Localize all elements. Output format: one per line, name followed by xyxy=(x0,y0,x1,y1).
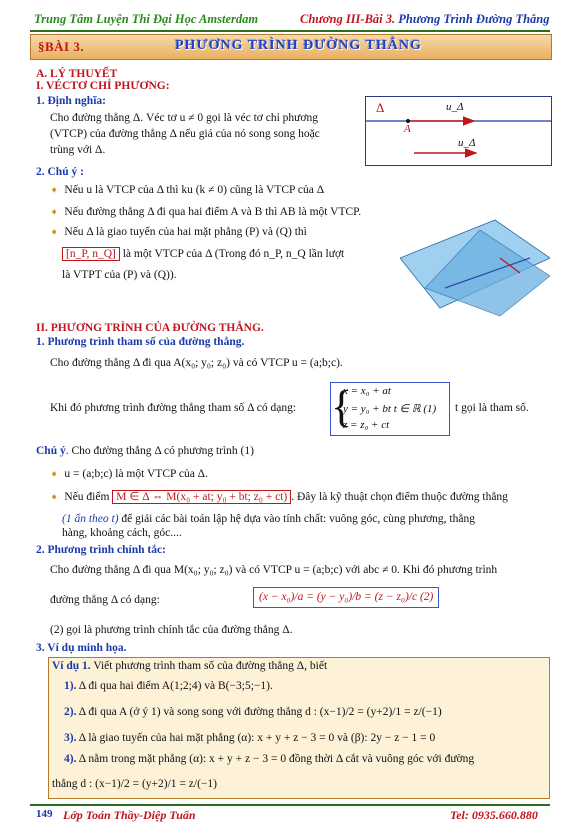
example-tag: Ví dụ 1. xyxy=(52,660,91,672)
lesson-title: PHƯƠNG TRÌNH ĐƯỜNG THẲNG xyxy=(175,38,422,53)
label-delta: Δ xyxy=(376,100,385,115)
note-item-1: ➧ Nếu u là VTCP của Δ thì ku (k ≠ 0) cũng là VTCP của Δ xyxy=(50,184,325,196)
parametric-line-1: Cho đường thẳng Δ đi qua A(x₀; y₀; z₀) và có VTCP u = (a;b;c). xyxy=(50,357,343,369)
note-item-3: ➧ Nếu Δ là giao tuyến của hai mặt phẳng (P) và (Q) thì xyxy=(50,226,307,238)
label-point-a: A xyxy=(404,123,411,135)
section-a-heading: A. LÝ THUYẾT xyxy=(36,68,118,80)
example-intro: Ví dụ 1. Viết phương trình tham số của đường thẳng Δ, biết xyxy=(52,660,328,672)
bullet-icon: ➧ xyxy=(50,227,59,238)
bullet-icon: ➧ xyxy=(50,185,59,196)
remark-item-2-line-2: (1 ẩn theo t) để giải các bài toán lập hệ dựa vào tính chất: vuông góc, cùng phương, thẳng xyxy=(62,513,475,525)
canonical-line-1: Cho đường thẳng Δ đi qua M(x₀; y₀; z₀) và có VTCP u = (a;b;c) với abc ≠ 0. Khi đó phương trình xyxy=(50,564,498,576)
cross-product-box: [n_P, n_Q] xyxy=(62,247,120,261)
header-chapter xyxy=(300,12,550,27)
brace-icon: { xyxy=(331,382,353,431)
note-item-3-line-3: là VTPT của (P) và (Q)). xyxy=(62,269,177,281)
note-item-3-line-2: [n_P, n_Q] là một VTCP của Δ (Trong đó n_P, n_Q lần lượt xyxy=(62,247,344,262)
definition-line-2: (VTCP) của đường thẳng Δ nếu giá của nó song song hoặc xyxy=(50,128,320,140)
label-u-1: u_Δ xyxy=(446,101,464,113)
example-part-3: 3). Δ là giao tuyến của hai mặt phẳng (α): x + y + z − 3 = 0 và (β): 2y − z − 1 = 0 xyxy=(64,732,436,744)
label-u-2: u_Δ xyxy=(458,137,476,149)
canonical-line-2: đường thẳng Δ có dạng: xyxy=(50,594,160,606)
definition-line-3: trùng với Δ. xyxy=(50,144,106,156)
bullet-icon: ➧ xyxy=(50,207,59,218)
header-center-name: Trung Tâm Luyện Thi Đại Học Amsterdam xyxy=(34,12,259,26)
header-chapter-blue: Phương Trình Đường Thẳng xyxy=(395,12,550,26)
parametric-line-3: t gọi là tham số. xyxy=(455,402,529,414)
parametric-line-2: Khi đó phương trình đường thẳng tham số Δ có dạng: xyxy=(50,402,297,414)
direction-vector-figure xyxy=(365,96,552,166)
footer-teacher: Lớp Toán Thầy-Diệp Tuấn xyxy=(63,808,196,822)
page-number: 149 xyxy=(36,808,53,820)
parametric-system-box xyxy=(330,382,450,436)
example-part-4: 4). Δ nằm trong mặt phẳng (α): x + y + z − 3 = 0 đồng thời Δ cắt và vuông góc với đường xyxy=(64,753,475,765)
bullet-icon: ➧ xyxy=(50,492,59,503)
header-chapter-red: Chương III-Bài 3. xyxy=(300,12,396,26)
parametric-heading: 1. Phương trình tham số của đường thẳng. xyxy=(36,336,245,348)
remark-item-2: ➧ Nếu điểm M ∈ Δ ⇔ M(x₀ + at; y₀ + bt; z₀ + ct) . Đây là kỹ thuật chọn điểm thuộc đường thẳng xyxy=(50,491,508,503)
section-i-heading: I. VÉCTƠ CHỈ PHƯƠNG: xyxy=(36,80,170,92)
remark-line-1: Chú ý. Cho đường thẳng Δ có phương trình (1) xyxy=(36,445,254,457)
note-item-2: ➧ Nếu đường thẳng Δ đi qua hai điểm A và B thì AB là một VTCP. xyxy=(50,206,362,218)
note-heading: 2. Chú ý : xyxy=(36,166,84,178)
footer-rule xyxy=(30,804,550,806)
lesson-number: §BÀI 3. xyxy=(38,39,85,54)
canonical-equation-box: (x − x₀)/a = (y − y₀)/b = (z − z₀)/c (2) xyxy=(253,587,439,608)
canonical-heading: 2. Phương trình chính tắc: xyxy=(36,544,166,556)
examples-heading: 3. Ví dụ minh họa. xyxy=(36,642,127,654)
system-x: x = x₀ + at xyxy=(343,385,391,397)
canonical-line-3: (2) gọi là phương trình chính tắc của đường thẳng Δ. xyxy=(50,624,293,636)
system-z: z = z₀ + ct xyxy=(343,419,390,431)
intersecting-planes-figure xyxy=(400,218,550,318)
point-on-line-box: M ∈ Δ ⇔ M(x₀ + at; y₀ + bt; z₀ + ct) xyxy=(112,490,291,504)
bullet-icon: ➧ xyxy=(50,469,59,480)
remark-item-1: ➧ u = (a;b;c) là một VTCP của Δ. xyxy=(50,468,208,480)
planes-diagram xyxy=(400,218,550,318)
footer-phone: Tel: 0935.660.880 xyxy=(450,808,538,822)
section-ii-heading: II. PHƯƠNG TRÌNH CỦA ĐƯỜNG THẲNG. xyxy=(36,322,264,334)
system-y: y = y₀ + bt t ∈ ℝ (1) xyxy=(343,403,437,415)
example-part-1: 1). Δ đi qua hai điểm A(1;2;4) và B(−3;5;−1). xyxy=(64,680,273,692)
example-part-2: 2). Δ đi qua A (ở ý 1) và song song với đường thẳng d : (x−1)/2 = (y+2)/1 = z/(−1) xyxy=(64,706,442,718)
example-part-4-line-2: thẳng d : (x−1)/2 = (y+2)/1 = z/(−1) xyxy=(52,778,217,790)
remark-item-2-line-3: hàng, khoảng cách, góc.... xyxy=(62,527,182,539)
definition-heading: 1. Định nghĩa: xyxy=(36,95,106,107)
definition-line-1: Cho đường thẳng Δ. Véc tơ u ≠ 0 gọi là véc tơ chỉ phương xyxy=(50,112,318,124)
